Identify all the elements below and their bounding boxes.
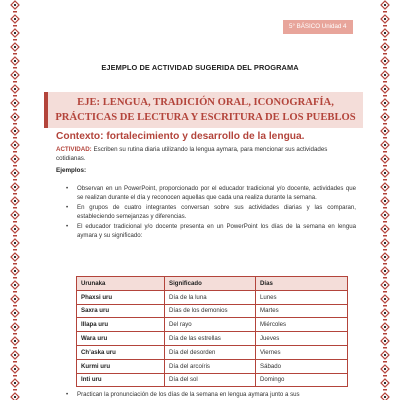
border-bar-motif (383, 53, 387, 55)
actividad-text: Escriben su rutina diaria utilizando la lengua aymara, para mencionar sus actividades cotidianas. (56, 146, 328, 162)
decorative-border-left (10, 0, 20, 400)
border-bar-motif (383, 81, 387, 83)
border-dot-motif (384, 298, 386, 300)
border-bar-motif (383, 263, 387, 265)
border-dot-motif (14, 284, 16, 286)
border-dot-motif (384, 228, 386, 230)
border-bar-motif (383, 277, 387, 279)
contexto-heading: Contexto: fortalecimiento y desarrollo de la lengua. (56, 131, 305, 142)
border-bar-motif (13, 207, 17, 209)
border-dot-motif (14, 228, 16, 230)
column-header-urunaka: Urunaka (77, 277, 165, 291)
border-bar-motif (13, 235, 17, 237)
border-dot-motif (384, 186, 386, 188)
border-dot-motif (384, 88, 386, 90)
border-bar-motif (13, 53, 17, 55)
border-dot-motif (384, 130, 386, 132)
border-bar-motif (383, 137, 387, 139)
border-dot-motif (384, 32, 386, 34)
border-bar-motif (13, 109, 17, 111)
border-dot-motif (384, 46, 386, 48)
border-bar-motif (383, 165, 387, 167)
border-dot-motif (14, 130, 16, 132)
border-dot-motif (14, 144, 16, 146)
border-bar-motif (13, 305, 17, 307)
border-dot-motif (14, 74, 16, 76)
border-dot-motif (14, 60, 16, 62)
border-bar-motif (13, 179, 17, 181)
border-bar-motif (383, 235, 387, 237)
border-bar-motif (383, 389, 387, 391)
border-dot-motif (14, 298, 16, 300)
border-dot-motif (14, 256, 16, 258)
list-item (66, 185, 356, 202)
actividad-paragraph (56, 146, 356, 163)
border-bar-motif (13, 333, 17, 335)
border-bar-motif (13, 165, 17, 167)
border-dot-motif (14, 354, 16, 356)
border-bar-motif (13, 347, 17, 349)
border-dot-motif (14, 18, 16, 20)
border-bar-motif (383, 95, 387, 97)
examples-list-continued (66, 391, 356, 400)
border-dot-motif (384, 158, 386, 160)
table-row (77, 359, 348, 373)
column-header-dias: Días (256, 277, 348, 291)
border-bar-motif (13, 389, 17, 391)
border-bar-motif (383, 151, 387, 153)
border-bar-motif (13, 11, 17, 13)
border-bar-motif (383, 207, 387, 209)
border-dot-motif (384, 4, 386, 6)
border-dot-motif (14, 88, 16, 90)
border-dot-motif (14, 312, 16, 314)
border-dot-motif (14, 32, 16, 34)
list-item-text: Practican la pronunciación de los días de la semana en lengua aymara junto a sus (77, 391, 300, 398)
examples-list (66, 185, 356, 242)
cell-meaning: Del rayo (165, 318, 256, 332)
border-dot-motif (384, 256, 386, 258)
border-bar-motif (13, 151, 17, 153)
border-bar-motif (13, 39, 17, 41)
table-row (77, 318, 348, 332)
cell-aymara-day: Kurmi uru (77, 359, 165, 373)
border-bar-motif (383, 109, 387, 111)
border-bar-motif (383, 11, 387, 13)
border-bar-motif (13, 319, 17, 321)
cell-aymara-day: Illapa uru (77, 318, 165, 332)
cell-day: Sábado (256, 359, 348, 373)
column-header-significado: Significado (165, 277, 256, 291)
bullet-icon: • (66, 223, 69, 230)
border-dot-motif (384, 102, 386, 104)
border-bar-motif (13, 263, 17, 265)
border-dot-motif (14, 242, 16, 244)
cell-meaning: Día de la luna (165, 290, 256, 304)
border-dot-motif (384, 396, 386, 398)
border-dot-motif (384, 18, 386, 20)
table-row (77, 373, 348, 387)
border-dot-motif (384, 214, 386, 216)
border-bar-motif (383, 249, 387, 251)
border-bar-motif (383, 305, 387, 307)
border-dot-motif (384, 270, 386, 272)
cell-day: Jueves (256, 332, 348, 346)
border-bar-motif (13, 375, 17, 377)
border-dot-motif (384, 368, 386, 370)
border-dot-motif (14, 4, 16, 6)
cell-day: Lunes (256, 290, 348, 304)
border-dot-motif (14, 214, 16, 216)
border-bar-motif (383, 347, 387, 349)
border-bar-motif (383, 375, 387, 377)
border-dot-motif (384, 144, 386, 146)
bullet-icon: • (66, 391, 69, 398)
border-dot-motif (384, 326, 386, 328)
cell-day: Domingo (256, 373, 348, 387)
list-item (66, 391, 356, 400)
border-dot-motif (384, 200, 386, 202)
border-dot-motif (14, 116, 16, 118)
cell-day: Viernes (256, 345, 348, 359)
border-bar-motif (383, 319, 387, 321)
border-bar-motif (13, 25, 17, 27)
border-dot-motif (14, 270, 16, 272)
border-dot-motif (14, 158, 16, 160)
cell-aymara-day: Ch’aska uru (77, 345, 165, 359)
cell-meaning: Día del sol (165, 373, 256, 387)
cell-aymara-day: Inti uru (77, 373, 165, 387)
border-bar-motif (13, 95, 17, 97)
eje-title-box (44, 92, 363, 128)
border-dot-motif (384, 116, 386, 118)
cell-day: Miércoles (256, 318, 348, 332)
table-row (77, 345, 348, 359)
cell-aymara-day: Phaxsi uru (77, 290, 165, 304)
border-dot-motif (14, 382, 16, 384)
cell-meaning: Día del arcoíris (165, 359, 256, 373)
border-bar-motif (383, 179, 387, 181)
grade-unit-badge: 5° BÁSICO Unidad 4 (283, 20, 353, 34)
bullet-icon: • (66, 204, 69, 211)
list-item-text: En grupos de cuatro integrantes conversan sobre sus actividades diarias y las comparan, estableciendo semejanzas y diferencias. (77, 204, 356, 220)
decorative-border-right (380, 0, 390, 400)
border-dot-motif (14, 200, 16, 202)
border-bar-motif (13, 193, 17, 195)
border-bar-motif (383, 193, 387, 195)
border-dot-motif (14, 368, 16, 370)
cell-aymara-day: Wara uru (77, 332, 165, 346)
table-header-row (77, 277, 348, 291)
border-bar-motif (383, 221, 387, 223)
cell-meaning: Día de las estrellas (165, 332, 256, 346)
bullet-icon: • (66, 185, 69, 192)
border-bar-motif (13, 81, 17, 83)
border-dot-motif (14, 46, 16, 48)
border-dot-motif (384, 60, 386, 62)
border-dot-motif (14, 172, 16, 174)
cell-meaning: Día del desorden (165, 345, 256, 359)
border-dot-motif (384, 74, 386, 76)
border-bar-motif (13, 277, 17, 279)
border-bar-motif (13, 291, 17, 293)
border-dot-motif (384, 382, 386, 384)
list-item-text: El educador tradicional y/o docente presenta en un PowerPoint los días de la semana en lengua aymara y su significado: (77, 223, 356, 239)
border-bar-motif (13, 123, 17, 125)
cell-day: Martes (256, 304, 348, 318)
border-dot-motif (14, 102, 16, 104)
border-bar-motif (383, 39, 387, 41)
border-bar-motif (13, 249, 17, 251)
border-dot-motif (14, 340, 16, 342)
weekdays-table (76, 276, 348, 387)
eje-title-line-2: PRÁCTICAS DE LECTURA Y ESCRITURA DE LOS PUEBLOS (55, 112, 356, 123)
border-dot-motif (384, 242, 386, 244)
table-row (77, 304, 348, 318)
border-dot-motif (14, 396, 16, 398)
eje-title-line-1: EJE: LENGUA, TRADICIÓN ORAL, ICONOGRAFÍA, (77, 97, 334, 108)
list-item (66, 223, 356, 240)
cell-aymara-day: Saxra uru (77, 304, 165, 318)
border-bar-motif (383, 333, 387, 335)
border-bar-motif (383, 361, 387, 363)
list-item-text: Observan en un PowerPoint, proporcionado por el educador tradicional y/o docente, actividades que se realizan durante el día y reconocen aquellas que cada una realiza durante la semana. (77, 185, 356, 201)
border-bar-motif (13, 137, 17, 139)
border-bar-motif (13, 361, 17, 363)
border-dot-motif (14, 326, 16, 328)
border-dot-motif (384, 354, 386, 356)
table-row (77, 290, 348, 304)
border-dot-motif (14, 186, 16, 188)
actividad-label: ACTIVIDAD: (56, 146, 92, 153)
ejemplos-label: Ejemplos: (56, 167, 87, 174)
border-bar-motif (13, 221, 17, 223)
document-title: EJEMPLO DE ACTIVIDAD SUGERIDA DEL PROGRAMA (101, 63, 299, 72)
border-dot-motif (384, 340, 386, 342)
border-bar-motif (383, 25, 387, 27)
border-dot-motif (384, 284, 386, 286)
table-row (77, 332, 348, 346)
border-bar-motif (383, 123, 387, 125)
cell-meaning: Días de los demonios (165, 304, 256, 318)
border-dot-motif (384, 172, 386, 174)
border-dot-motif (384, 312, 386, 314)
border-bar-motif (383, 291, 387, 293)
list-item (66, 204, 356, 221)
